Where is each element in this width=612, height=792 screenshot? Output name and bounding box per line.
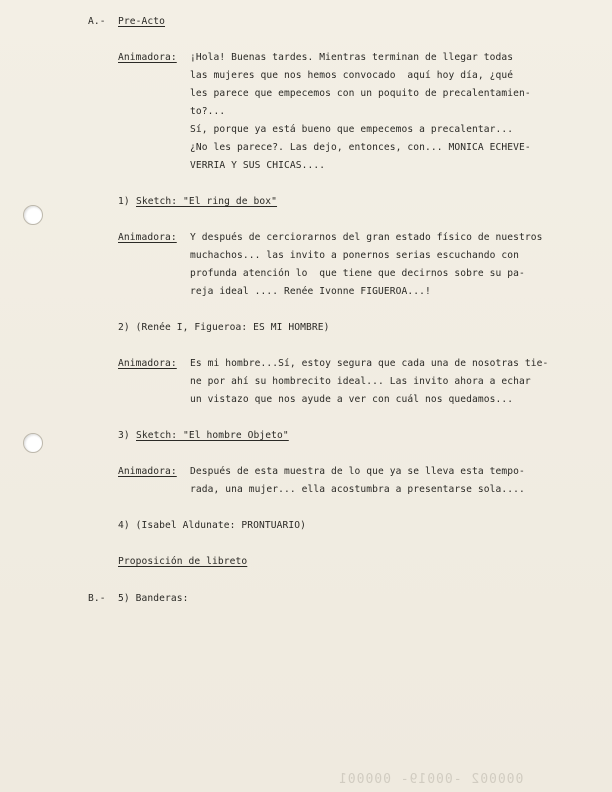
item-number: 1) — [118, 196, 130, 207]
section-a-label: A.- — [88, 16, 106, 27]
dialogue-line: les parece que empecemos con un poquito de precalentamien- — [190, 88, 531, 99]
section-b-label: B.- — [88, 593, 106, 604]
item-title: Sketch: "El hombre Objeto" — [136, 430, 289, 441]
item-number: 3) — [118, 430, 130, 441]
item-text: 4) (Isabel Aldunate: PRONTUARIO) — [118, 520, 307, 531]
dialogue-line: ¡Hola! Buenas tardes. Mientras terminan de llegar todas — [190, 52, 514, 63]
section-b-item: 5) Banderas: — [118, 593, 189, 604]
speaker-label: Animadora: — [118, 358, 177, 369]
dialogue-line: profunda atención lo que tiene que decirnos sobre su pa- — [190, 268, 525, 279]
proposal-heading: Proposición de libreto — [118, 556, 248, 567]
dialogue-line: to?... — [190, 106, 226, 117]
dialogue-line: ¿No les parece?. Las dejo, entonces, con... MONICA ECHEVE- — [190, 142, 531, 153]
dialogue-line: un vistazo que nos ayude a ver con cuál nos quedamos... — [190, 394, 514, 405]
item-title: Sketch: "El ring de box" — [136, 196, 278, 207]
dialogue-line: rada, una mujer... ella acostumbra a presentarse sola.... — [190, 484, 525, 495]
item-text: 2) (Renée I, Figueroa: ES MI HOMBRE) — [118, 322, 330, 333]
dialogue-line: VERRIA Y SUS CHICAS.... — [190, 160, 326, 171]
section-a-title: Pre-Acto — [118, 16, 166, 27]
dialogue-line: reja ideal .... Renée Ivonne FIGUEROA...! — [190, 286, 431, 297]
dialogue-line: las mujeres que nos hemos convocado aquí hoy día, ¿qué — [190, 70, 514, 81]
dialogue-line: Es mi hombre...Sí, estoy segura que cada una de nosotras tie- — [190, 358, 549, 369]
dialogue-line: ne por ahí su hombrecito ideal... Las invito ahora a echar — [190, 376, 531, 387]
punch-hole-top — [23, 205, 43, 225]
dialogue-line: Sí, porque ya está bueno que empecemos a precalentar... — [190, 124, 514, 135]
speaker-label: Animadora: — [118, 52, 177, 63]
dialogue-line: Después de esta muestra de lo que ya se lleva esta tempo- — [190, 466, 525, 477]
punch-hole-bottom — [23, 433, 43, 453]
dialogue-line: muchachos... las invito a ponernos serias escuchando con — [190, 250, 520, 261]
speaker-label: Animadora: — [118, 232, 177, 243]
dialogue-line: Y después de cerciorarnos del gran estado físico de nuestros — [190, 232, 543, 243]
speaker-label: Animadora: — [118, 466, 177, 477]
archive-stamp: 000002 -00019- 000001 — [338, 772, 524, 787]
